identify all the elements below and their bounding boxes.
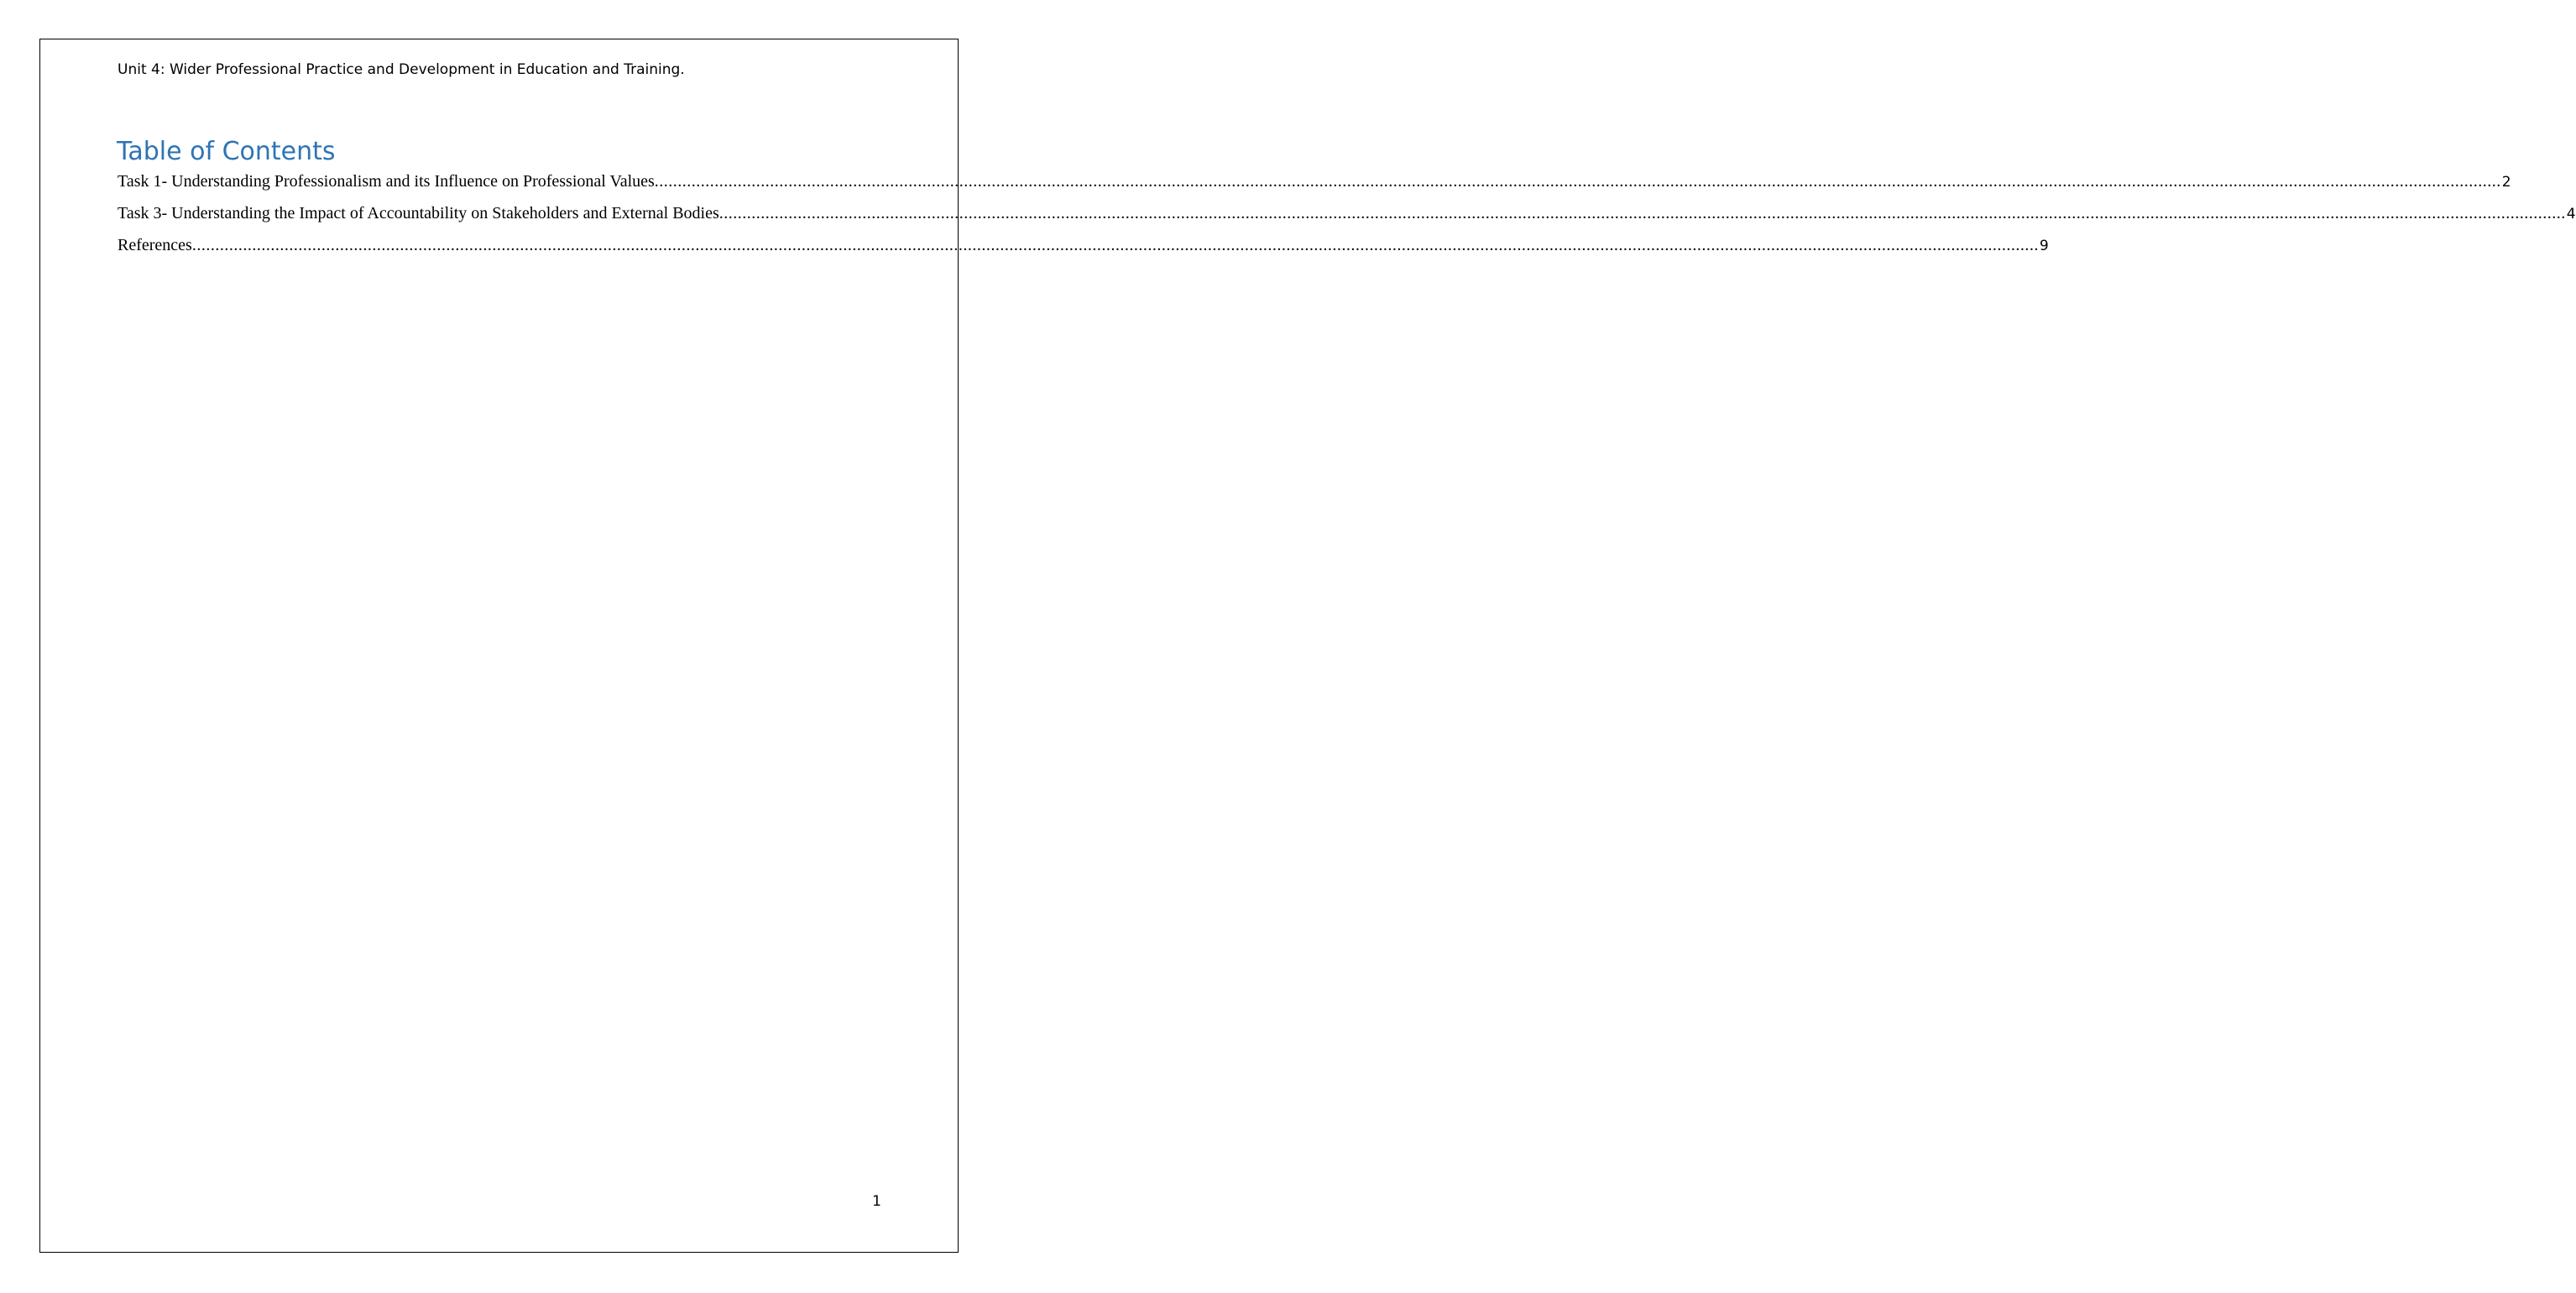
toc-entry[interactable] (118, 202, 2576, 234)
toc-entry-title: Task 3- Understanding the Impact of Accountability on Stakeholders and External Bodies (118, 204, 719, 222)
toc-dot-leader: ................................................................................................................................................................................................................................................................................................................................................................................................................ (654, 172, 2501, 191)
toc-entry-page: 9 (2039, 238, 2049, 254)
page-number: 1 (872, 1193, 881, 1210)
toc-entry-title: References (118, 236, 192, 254)
toc-dot-leader: ................................................................................................................................................................................................................................................................................................................................................................................................................ (718, 204, 2566, 222)
toc-entry[interactable] (118, 234, 2049, 266)
toc-entry-page: 2 (2501, 174, 2511, 191)
toc-heading: Table of Contents (117, 137, 336, 166)
running-header: Unit 4: Wider Professional Practice and Development in Education and Training. (118, 61, 685, 78)
table-of-contents (118, 170, 2576, 266)
toc-dot-leader: ................................................................................................................................................................................................................................................................................................................................................................................................................ (191, 236, 2039, 254)
toc-entry[interactable] (118, 170, 2511, 202)
toc-entry-page: 4 (2566, 206, 2576, 222)
toc-entry-title: Task 1- Understanding Professionalism and its Influence on Professional Values (118, 172, 655, 191)
